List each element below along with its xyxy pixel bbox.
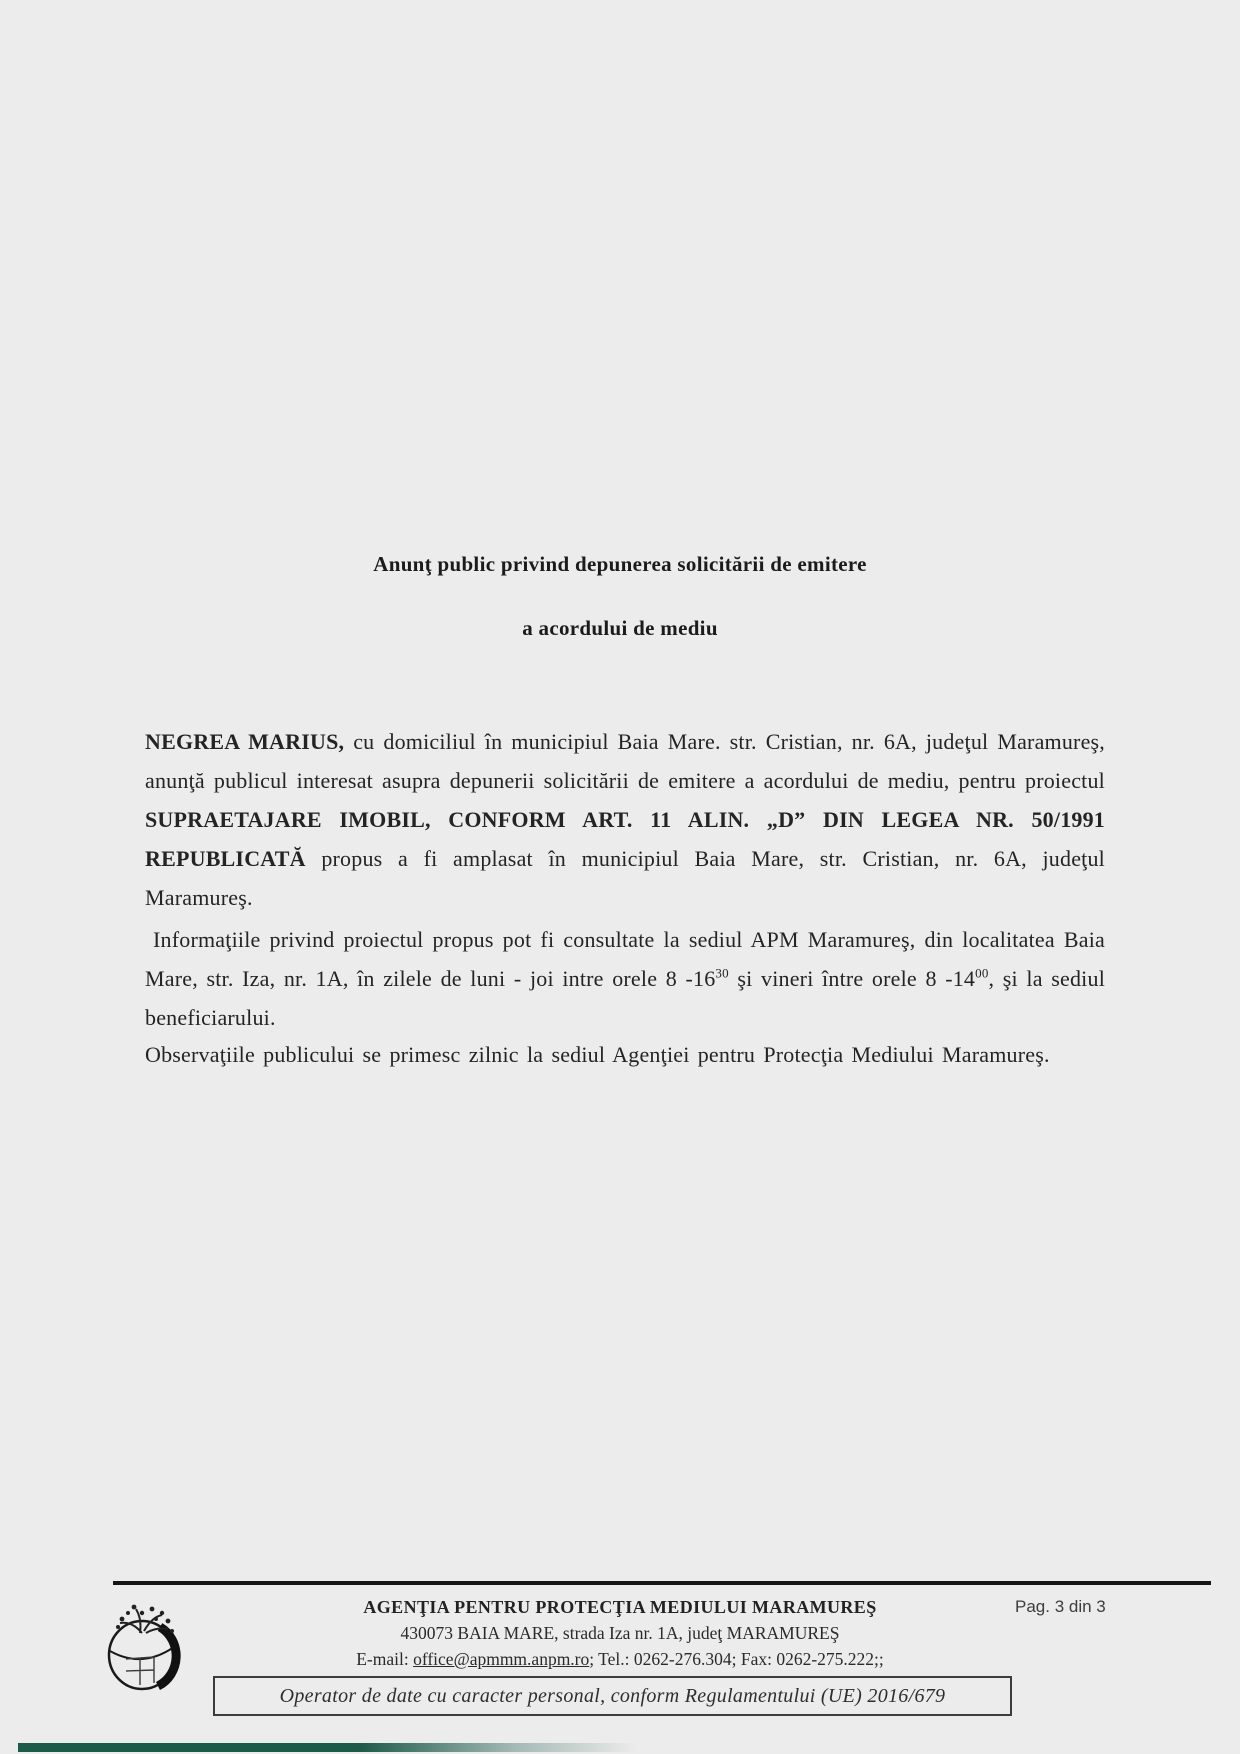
consultation-text-3: , şi la sediul beneficiarului. bbox=[145, 966, 1106, 1030]
hours-superscript-1630: 30 bbox=[715, 965, 729, 981]
globe-plant-logo bbox=[98, 1588, 193, 1700]
scan-edge-artifact-bar bbox=[18, 1743, 638, 1752]
consultation-text-2: şi vineri între orele 8 -14 bbox=[728, 966, 976, 991]
project-title: SUPRAETAJARE IMOBIL, CONFORM ART. 11 ALIN. „D” DIN LEGEA NR. 50/1991 REPUBLICATĂ bbox=[145, 807, 1105, 871]
agency-name: AGENŢIA PENTRU PROTECŢIA MEDIULUI MARAMUREŞ bbox=[363, 1597, 877, 1617]
agency-address: 430073 BAIA MARE, strada Iza nr. 1A, judeţ MARAMUREŞ bbox=[400, 1623, 840, 1643]
applicant-name: NEGREA MARIUS, bbox=[145, 729, 345, 754]
consultation-text-1: Informaţiile privind proiectul propus pot fi consultate la sediul APM Maramureş, din localitatea Baia Mare, str. Iza, nr. 1A, în zilele de luni - joi intre orele 8 -16 bbox=[145, 927, 1105, 991]
gdpr-operator-notice-text: Operator de date cu caracter personal, conform Regulamentului (UE) 2016/679 bbox=[279, 1684, 946, 1707]
paragraph-consultation-info bbox=[145, 920, 1105, 1037]
footer-divider-rule bbox=[113, 1581, 1211, 1585]
document-title-line1: Anunţ public privind depunerea solicitării de emitere bbox=[373, 552, 867, 576]
page-number-indicator: Pag. 3 din 3 bbox=[1015, 1597, 1106, 1616]
paragraph-applicant bbox=[145, 722, 1105, 917]
phone-fax-text: ; Tel.: 0262-276.304; Fax: 0262-275.222;; bbox=[589, 1649, 884, 1669]
paragraph-applicant-text-2: propus a fi amplasat în municipiul Baia Mare, str. Cristian, nr. 6A, judeţul Maramureş. bbox=[145, 846, 1105, 910]
hours-superscript-1400: 00 bbox=[975, 965, 989, 981]
email-link[interactable]: office@apmmm.anpm.ro bbox=[413, 1649, 590, 1669]
paragraph-observations: Observaţiile publicului se primesc zilnic la sediul Agenţiei pentru Protecţia Mediului Maramureş. bbox=[145, 1042, 1050, 1067]
paragraph-applicant-text-1: cu domiciliul în municipiul Baia Mare. str. Cristian, nr. 6A, judeţul Maramureş, anunţă publicul interesat asupra depunerii solicitării de emitere a acordului de mediu, pentru proiectul bbox=[145, 729, 1106, 793]
agency-contact-line bbox=[235, 1646, 1005, 1672]
email-label: E-mail: bbox=[356, 1649, 414, 1669]
footer-agency-block bbox=[235, 1594, 1005, 1672]
document-title-line2: a acordului de mediu bbox=[522, 616, 718, 640]
gdpr-operator-notice-box bbox=[213, 1676, 1012, 1716]
